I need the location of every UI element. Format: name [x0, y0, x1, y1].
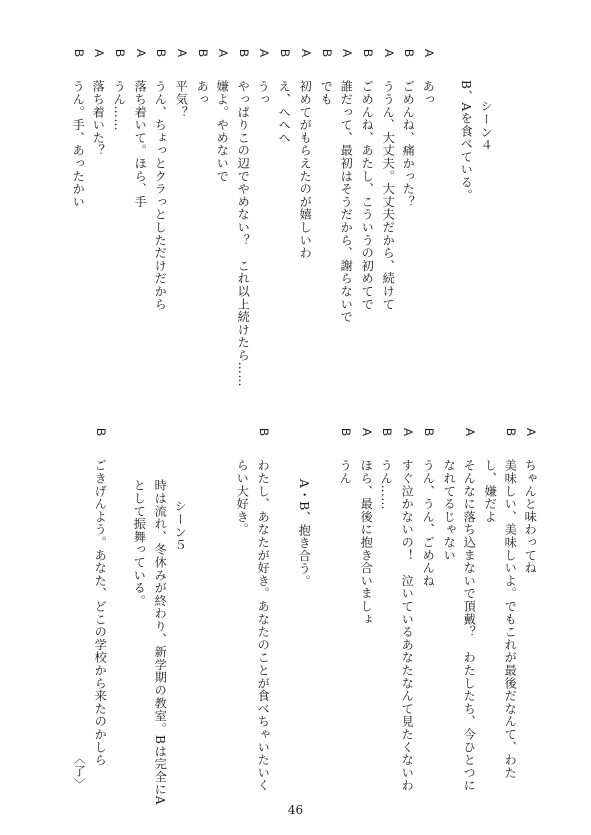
speaker-label: B [422, 428, 436, 437]
speaker-label: A [92, 49, 106, 58]
dialogue-line: でも [319, 80, 334, 106]
speaker-label: B [72, 49, 86, 58]
dialogue-line: え、へへへ [277, 80, 292, 144]
speaker-label: A [134, 49, 148, 58]
speaker-label: B [504, 428, 518, 437]
scene-heading: シーン５ [173, 500, 188, 552]
speaker-label: B [196, 49, 210, 58]
dialogue-line: すぐ泣かないの！ 泣いているあなたなんて見たくないわ [400, 459, 415, 792]
dialogue-line: うん、うん、ごめんね [421, 459, 436, 587]
speaker-label: A [382, 49, 396, 58]
speaker-label: A [175, 49, 189, 58]
speaker-label: B [113, 49, 127, 58]
dialogue-line: 嫌よ。やめないで [215, 80, 230, 183]
speaker-label: A [216, 49, 230, 58]
speaker-label: B [320, 49, 334, 58]
dialogue-line: あっ [421, 80, 436, 106]
speaker-label: A [299, 49, 313, 58]
dialogue-line: うん [338, 459, 353, 485]
scene-heading: シーン４ [479, 100, 494, 152]
dialogue-line: 初めてがもらえたのが嬉しいわ [298, 80, 313, 260]
dialogue-line: うっ [256, 80, 271, 106]
dialogue-line: ちゃんと味わってね [523, 459, 538, 575]
stage-direction: A・B、抱き合う。 [297, 479, 312, 588]
speaker-label: B [94, 428, 108, 437]
speaker-label: B [237, 49, 251, 58]
speaker-label: A [463, 428, 477, 437]
stage-direction: B、Aを食べている。 [459, 80, 474, 202]
dialogue-line: そんなに落ち込まないで頂戴？ わたしたち、今ひとつに [462, 459, 477, 792]
speaker-label: A [524, 428, 538, 437]
dialogue-line: し、嫌だよ [483, 459, 498, 523]
speaker-label: B [339, 428, 353, 437]
dialogue-line: やっぱりこの辺でやめない？ これ以上続けたら…… [236, 80, 251, 388]
page-number: 46 [287, 803, 304, 817]
dialogue-line: 誰だって、最初はそうだから、謝らないで [339, 80, 354, 324]
dialogue-line: わたし、あなたが好き。あなたのことが食べちゃいたいく [256, 459, 271, 792]
speaker-label: B [380, 428, 394, 437]
dialogue-line: 美味しい、美味しいよ。でもこれが最後だなんて、わた [503, 459, 518, 779]
dialogue-line: ほら、最後に抱き合いましょ [359, 459, 374, 626]
dialogue-line: あっ [195, 80, 210, 106]
dialogue-line: うん…… [379, 459, 394, 511]
speaker-label: A [340, 49, 354, 58]
dialogue-line: 平気？ [174, 80, 189, 119]
dialogue-line: ごめんね、痛かった？ [401, 80, 416, 208]
end-mark: 〈了〉 [72, 752, 87, 791]
dialogue-line: ううん、大丈夫。大丈夫だから、続けて [381, 80, 396, 311]
speaker-label: A [360, 428, 374, 437]
speaker-label: A [401, 428, 415, 437]
stage-direction: 時は流れ、冬休みが終わり、新学期の教室。Bは完全にA [153, 479, 168, 806]
speaker-label: B [402, 49, 416, 58]
dialogue-line: うん、ちょっとクラっとしただけだから [153, 80, 168, 311]
dialogue-line: 落ち着いた？ [91, 80, 106, 157]
speaker-label: A [422, 49, 436, 58]
speaker-label: B [361, 49, 375, 58]
dialogue-line: ごめんね、あたし、こういうの初めてで [360, 80, 375, 311]
stage-direction: として振舞っている。 [132, 479, 147, 607]
dialogue-line: うん。手、あったかい [71, 80, 86, 208]
dialogue-line: 落ち着いて。ほら、手 [133, 80, 148, 208]
dialogue-line: らい大好き。 [235, 459, 250, 536]
dialogue-line: ごきげんよう。あなた、どこの学校から来たのかしら [93, 459, 108, 767]
dialogue-line: なれてるじゃない [442, 459, 457, 562]
speaker-label: A [257, 49, 271, 58]
speaker-label: B [278, 49, 292, 58]
dialogue-line: うん…… [112, 80, 127, 132]
speaker-label: B [154, 49, 168, 58]
speaker-label: B [257, 428, 271, 437]
